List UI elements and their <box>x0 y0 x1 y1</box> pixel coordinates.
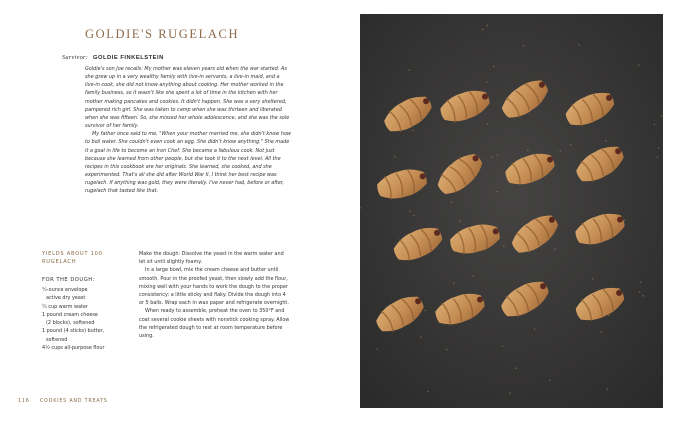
crumb <box>549 380 551 382</box>
survivor-label: Survivor: <box>62 54 89 61</box>
crumb <box>509 392 511 394</box>
recipe-title: GOLDIE'S RUGELACH <box>85 27 240 41</box>
crumb <box>486 82 488 84</box>
recipe-yield: YIELDS ABOUT 100 RUGELACH <box>42 251 103 265</box>
ingredients-heading: FOR THE DOUGH: <box>42 277 95 283</box>
crumb <box>487 123 489 125</box>
crumb <box>457 108 459 110</box>
crumb <box>413 215 415 217</box>
crumb <box>515 367 517 369</box>
crumb <box>497 154 499 156</box>
crumb <box>472 275 474 277</box>
crumb <box>482 29 484 31</box>
crumb <box>642 295 644 297</box>
story-paragraph: Goldie's son Joe recalls: My mother was eleven years old when the war started. As she grew up in a very wealthy family with live-in servants, a live-in maid, and a live-in cook, she did not know anything about cooking. Her mother worked in the family business, so it wasn't like she spent a lot of time in the kitchen with her mother making pancakes and cookies. It didn't happen. She was a very sheltered, pampered rich girl. She was taken to camp when she was thirteen and liberated when she was fifteen. So, she missed her whole adolescence, and she was the sole survivor of her family. <box>85 66 290 130</box>
crumb <box>402 247 404 249</box>
crumb <box>528 162 530 164</box>
crumb <box>420 336 422 338</box>
crumb <box>600 331 602 333</box>
crumb <box>459 220 461 222</box>
crumb <box>445 314 447 316</box>
page-footer <box>18 399 108 404</box>
method-step: In a large bowl, mix the cream cheese and butter until smooth. Pour in the proofed yeast, then slowly add the flour, mixing well with your hands to work the dough to the proper consistency: a little sticky and flaky. Divide the dough into 4 or 5 balls. Wrap each in wax paper and refrigerate overnight. <box>139 267 289 307</box>
survivor-name: GOLDIE FINKELSTEIN <box>93 55 164 61</box>
crumb <box>606 388 608 390</box>
method-step: Make the dough: Dissolve the yeast in the warm water and let sit until slightly foamy. <box>139 251 284 266</box>
crumb <box>624 220 626 222</box>
crumb <box>453 282 455 284</box>
crumb <box>592 278 594 280</box>
baking-sheet <box>360 14 663 408</box>
crumb <box>523 45 525 47</box>
crumb <box>491 157 493 159</box>
crumb <box>540 101 542 103</box>
crumb <box>446 349 448 351</box>
pastry-illustration <box>360 14 663 408</box>
crumb <box>554 248 556 250</box>
crumb <box>377 348 379 350</box>
ingredient-item: active dry yeast <box>46 295 86 302</box>
ingredient-item: ¼-ounce envelope <box>42 287 88 293</box>
ingredient-list <box>42 286 122 352</box>
crumb <box>394 320 396 322</box>
crumb <box>503 246 505 248</box>
survivor-line <box>62 54 164 61</box>
ingredient-item: 4½ cups all-purpose flour <box>42 345 105 352</box>
method-step: When ready to assemble, preheat the oven to 350°F and coat several cookie sheets with nonstick cooking spray. Allow the refrigerated dough to rest at room temperature before using. <box>139 308 290 340</box>
crumb <box>559 150 561 152</box>
crumb <box>608 314 610 316</box>
ingredient-item: softened <box>46 336 68 343</box>
crumb <box>486 25 488 27</box>
crumb <box>661 115 663 117</box>
crumb <box>400 118 402 120</box>
crumb <box>527 149 529 151</box>
crumb <box>412 130 414 132</box>
crumb <box>605 140 607 142</box>
method-text <box>139 250 291 340</box>
crumb <box>638 291 640 293</box>
crumb <box>534 328 536 330</box>
crumb <box>578 44 580 46</box>
crumb <box>451 201 453 203</box>
crumb <box>640 281 642 283</box>
crumb <box>424 310 426 312</box>
crumb <box>496 191 498 193</box>
crumb <box>638 64 640 66</box>
crumb <box>409 211 411 213</box>
crumb <box>654 124 656 126</box>
crumb <box>493 66 495 68</box>
ingredient-item: (2 blocks), softened <box>46 320 95 327</box>
crumb <box>570 144 572 146</box>
ingredient-item: 1 pound (4 sticks) butter, <box>42 328 105 335</box>
crumb <box>459 109 461 111</box>
section-name: COOKIES AND TREATS <box>39 399 108 404</box>
crumb <box>590 233 592 235</box>
crumb <box>528 249 530 251</box>
crumb <box>502 345 504 347</box>
rugelach-photo <box>360 14 663 408</box>
crumb <box>427 391 429 393</box>
crumb <box>394 156 396 158</box>
crumb <box>408 69 410 71</box>
page-number: 116 <box>18 399 30 404</box>
story-paragraph: My father once said to me, "When your mother married me, she didn't know how to boil water. She couldn't even cook an egg. She didn't know anything." She made it a goal in life to become an Iron Chef. She became a fabulous cook. Not just because she learned from other people, but she took it to the next level. All the recipes in this cookbook are her originals. She learned, she cooked, and she experimented. That's all she did after World War II. I think her best recipe was rugelach. If anything was gold, they were literally. I've never had, before or after, rugelach that tasted like that. <box>85 131 291 195</box>
ingredient-item: 1 pound cream cheese <box>42 311 98 318</box>
crumb <box>658 147 660 149</box>
story-text <box>85 65 291 196</box>
crumb <box>657 157 659 159</box>
ingredient-item: ¼ cup warm water <box>42 303 88 310</box>
